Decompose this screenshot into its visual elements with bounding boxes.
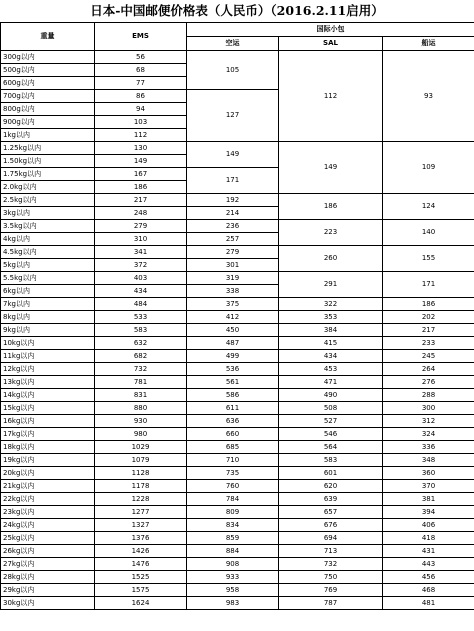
sea-cell: 406: [383, 519, 474, 532]
sal-cell: 601: [279, 467, 383, 480]
sal-cell: 750: [279, 571, 383, 584]
weight-cell: 25kg以内: [1, 532, 95, 545]
ems-cell: 1079: [95, 454, 187, 467]
table-row: [1, 467, 474, 480]
table-row: [1, 220, 474, 233]
table-row: [1, 272, 474, 285]
ems-cell: 167: [95, 168, 187, 181]
table-row: [1, 571, 474, 584]
table-row: [1, 454, 474, 467]
air-cell: 301: [187, 259, 279, 272]
sea-cell: 124: [383, 194, 474, 220]
air-cell: 859: [187, 532, 279, 545]
ems-cell: 372: [95, 259, 187, 272]
weight-cell: 5.5kg以内: [1, 272, 95, 285]
air-cell: 884: [187, 545, 279, 558]
ems-cell: 94: [95, 103, 187, 116]
ems-cell: 186: [95, 181, 187, 194]
sal-cell: 694: [279, 532, 383, 545]
weight-cell: 4.5kg以内: [1, 246, 95, 259]
ems-cell: 130: [95, 142, 187, 155]
table-row: [1, 480, 474, 493]
ems-cell: 248: [95, 207, 187, 220]
sal-cell: 471: [279, 376, 383, 389]
table-row: [1, 402, 474, 415]
sea-cell: 348: [383, 454, 474, 467]
ems-cell: 632: [95, 337, 187, 350]
sal-cell: 453: [279, 363, 383, 376]
weight-cell: 800g以内: [1, 103, 95, 116]
weight-cell: 28kg以内: [1, 571, 95, 584]
sea-cell: 370: [383, 480, 474, 493]
sea-cell: 288: [383, 389, 474, 402]
sea-cell: 155: [383, 246, 474, 272]
sea-cell: 233: [383, 337, 474, 350]
weight-cell: 21kg以内: [1, 480, 95, 493]
header-air: 空运: [187, 37, 279, 51]
ems-cell: 434: [95, 285, 187, 298]
ems-cell: 68: [95, 64, 187, 77]
weight-cell: 23kg以内: [1, 506, 95, 519]
header-ems: EMS: [95, 23, 187, 51]
air-cell: 760: [187, 480, 279, 493]
weight-cell: 24kg以内: [1, 519, 95, 532]
weight-cell: 9kg以内: [1, 324, 95, 337]
ems-cell: 217: [95, 194, 187, 207]
weight-cell: 12kg以内: [1, 363, 95, 376]
sea-cell: 140: [383, 220, 474, 246]
sea-cell: 300: [383, 402, 474, 415]
air-cell: 127: [187, 90, 279, 142]
sea-cell: 336: [383, 441, 474, 454]
ems-cell: 86: [95, 90, 187, 103]
ems-cell: 1525: [95, 571, 187, 584]
weight-cell: 30kg以内: [1, 597, 95, 610]
sea-cell: 245: [383, 350, 474, 363]
sal-cell: 260: [279, 246, 383, 272]
sal-cell: 508: [279, 402, 383, 415]
ems-cell: 112: [95, 129, 187, 142]
ems-cell: 1029: [95, 441, 187, 454]
sal-cell: 112: [279, 51, 383, 142]
sal-cell: 676: [279, 519, 383, 532]
weight-cell: 4kg以内: [1, 233, 95, 246]
sea-cell: 418: [383, 532, 474, 545]
sal-cell: 527: [279, 415, 383, 428]
weight-cell: 3.5kg以内: [1, 220, 95, 233]
ems-cell: 77: [95, 77, 187, 90]
table-row: [1, 519, 474, 532]
sal-cell: 415: [279, 337, 383, 350]
sal-cell: 713: [279, 545, 383, 558]
air-cell: 257: [187, 233, 279, 246]
table-row: [1, 311, 474, 324]
weight-cell: 29kg以内: [1, 584, 95, 597]
ems-cell: 56: [95, 51, 187, 64]
sea-cell: 481: [383, 597, 474, 610]
weight-cell: 5kg以内: [1, 259, 95, 272]
table-row: [1, 545, 474, 558]
air-cell: 338: [187, 285, 279, 298]
sal-cell: 787: [279, 597, 383, 610]
table-row: [1, 376, 474, 389]
air-cell: 958: [187, 584, 279, 597]
weight-cell: 27kg以内: [1, 558, 95, 571]
sea-cell: 360: [383, 467, 474, 480]
weight-cell: 600g以内: [1, 77, 95, 90]
sal-cell: 186: [279, 194, 383, 220]
air-cell: 192: [187, 194, 279, 207]
air-cell: 611: [187, 402, 279, 415]
air-cell: 561: [187, 376, 279, 389]
air-cell: 499: [187, 350, 279, 363]
sea-cell: 276: [383, 376, 474, 389]
sal-cell: 620: [279, 480, 383, 493]
table-row: [1, 350, 474, 363]
table-row: [1, 389, 474, 402]
ems-cell: 279: [95, 220, 187, 233]
sea-cell: 186: [383, 298, 474, 311]
weight-cell: 6kg以内: [1, 285, 95, 298]
air-cell: 319: [187, 272, 279, 285]
header-intl-parcel: 国际小包: [187, 23, 474, 37]
sal-cell: 223: [279, 220, 383, 246]
weight-cell: 17kg以内: [1, 428, 95, 441]
table-row: [1, 298, 474, 311]
weight-cell: 700g以内: [1, 90, 95, 103]
air-cell: 983: [187, 597, 279, 610]
table-row: [1, 532, 474, 545]
weight-cell: 19kg以内: [1, 454, 95, 467]
ems-cell: 1228: [95, 493, 187, 506]
header-row: [1, 23, 474, 37]
ems-cell: 533: [95, 311, 187, 324]
ems-cell: 1624: [95, 597, 187, 610]
ems-cell: 341: [95, 246, 187, 259]
ems-cell: 1327: [95, 519, 187, 532]
air-cell: 536: [187, 363, 279, 376]
table-row: [1, 194, 474, 207]
weight-cell: 8kg以内: [1, 311, 95, 324]
ems-cell: 583: [95, 324, 187, 337]
table-row: [1, 337, 474, 350]
air-cell: 487: [187, 337, 279, 350]
price-rows: [1, 51, 474, 298]
air-cell: 236: [187, 220, 279, 233]
sal-cell: 384: [279, 324, 383, 337]
weight-cell: 1.25kg以内: [1, 142, 95, 155]
air-cell: 105: [187, 51, 279, 90]
ems-cell: 831: [95, 389, 187, 402]
sal-cell: 434: [279, 350, 383, 363]
air-cell: 660: [187, 428, 279, 441]
ems-cell: 682: [95, 350, 187, 363]
weight-cell: 900g以内: [1, 116, 95, 129]
sea-cell: 217: [383, 324, 474, 337]
weight-cell: 7kg以内: [1, 298, 95, 311]
air-cell: 214: [187, 207, 279, 220]
air-cell: 710: [187, 454, 279, 467]
header-sea: 船运: [383, 37, 474, 51]
air-cell: 412: [187, 311, 279, 324]
header-weight: 重量: [1, 23, 95, 51]
air-cell: 450: [187, 324, 279, 337]
ems-cell: 484: [95, 298, 187, 311]
sal-cell: 149: [279, 142, 383, 194]
ems-cell: 149: [95, 155, 187, 168]
air-cell: 735: [187, 467, 279, 480]
weight-cell: 26kg以内: [1, 545, 95, 558]
ems-cell: 1128: [95, 467, 187, 480]
sal-cell: 769: [279, 584, 383, 597]
table-row: [1, 51, 474, 64]
table-row: [1, 597, 474, 610]
table-row: [1, 584, 474, 597]
air-cell: 809: [187, 506, 279, 519]
table-row: [1, 428, 474, 441]
weight-cell: 2.0kg以内: [1, 181, 95, 194]
ems-cell: 1277: [95, 506, 187, 519]
table-row: [1, 441, 474, 454]
sea-cell: 264: [383, 363, 474, 376]
weight-cell: 10kg以内: [1, 337, 95, 350]
weight-cell: 20kg以内: [1, 467, 95, 480]
air-cell: 375: [187, 298, 279, 311]
air-cell: 685: [187, 441, 279, 454]
ems-cell: 1426: [95, 545, 187, 558]
sea-cell: 456: [383, 571, 474, 584]
weight-cell: 500g以内: [1, 64, 95, 77]
air-cell: 149: [187, 142, 279, 168]
simple-price-rows: [1, 298, 474, 610]
weight-cell: 15kg以内: [1, 402, 95, 415]
weight-cell: 13kg以内: [1, 376, 95, 389]
air-cell: 933: [187, 571, 279, 584]
sal-cell: 322: [279, 298, 383, 311]
sea-cell: 443: [383, 558, 474, 571]
header-sal: SAL: [279, 37, 383, 51]
sal-cell: 732: [279, 558, 383, 571]
sal-cell: 564: [279, 441, 383, 454]
weight-cell: 1.50kg以内: [1, 155, 95, 168]
sea-cell: 93: [383, 51, 474, 142]
weight-cell: 3kg以内: [1, 207, 95, 220]
sea-cell: 109: [383, 142, 474, 194]
weight-cell: 22kg以内: [1, 493, 95, 506]
sea-cell: 171: [383, 272, 474, 298]
weight-cell: 18kg以内: [1, 441, 95, 454]
sal-cell: 583: [279, 454, 383, 467]
air-cell: 279: [187, 246, 279, 259]
air-cell: 636: [187, 415, 279, 428]
air-cell: 834: [187, 519, 279, 532]
table-row: [1, 415, 474, 428]
sea-cell: 202: [383, 311, 474, 324]
ems-cell: 1476: [95, 558, 187, 571]
table-row: [1, 246, 474, 259]
ems-cell: 732: [95, 363, 187, 376]
table-row: [1, 506, 474, 519]
ems-cell: 1178: [95, 480, 187, 493]
sal-cell: 490: [279, 389, 383, 402]
weight-cell: 11kg以内: [1, 350, 95, 363]
sal-cell: 639: [279, 493, 383, 506]
air-cell: 586: [187, 389, 279, 402]
ems-cell: 310: [95, 233, 187, 246]
sea-cell: 312: [383, 415, 474, 428]
air-cell: 908: [187, 558, 279, 571]
ems-cell: 781: [95, 376, 187, 389]
table-row: [1, 558, 474, 571]
table-row: [1, 324, 474, 337]
table-row: [1, 493, 474, 506]
air-cell: 171: [187, 168, 279, 194]
ems-cell: 1575: [95, 584, 187, 597]
sea-cell: 381: [383, 493, 474, 506]
weight-cell: 2.5kg以内: [1, 194, 95, 207]
table-row: [1, 142, 474, 155]
weight-cell: 1.75kg以内: [1, 168, 95, 181]
sea-cell: 394: [383, 506, 474, 519]
sal-cell: 657: [279, 506, 383, 519]
table-row: [1, 363, 474, 376]
ems-cell: 980: [95, 428, 187, 441]
weight-cell: 14kg以内: [1, 389, 95, 402]
ems-cell: 103: [95, 116, 187, 129]
air-cell: 784: [187, 493, 279, 506]
sea-cell: 324: [383, 428, 474, 441]
price-table: [0, 22, 474, 610]
sal-cell: 353: [279, 311, 383, 324]
ems-cell: 930: [95, 415, 187, 428]
sea-cell: 468: [383, 584, 474, 597]
ems-cell: 880: [95, 402, 187, 415]
weight-cell: 1kg以内: [1, 129, 95, 142]
sea-cell: 431: [383, 545, 474, 558]
weight-cell: 16kg以内: [1, 415, 95, 428]
weight-cell: 300g以内: [1, 51, 95, 64]
ems-cell: 403: [95, 272, 187, 285]
sal-cell: 291: [279, 272, 383, 298]
sal-cell: 546: [279, 428, 383, 441]
ems-cell: 1376: [95, 532, 187, 545]
page-title: 日本-中国邮便价格表（人民币）（2016.2.11启用）: [90, 3, 384, 18]
